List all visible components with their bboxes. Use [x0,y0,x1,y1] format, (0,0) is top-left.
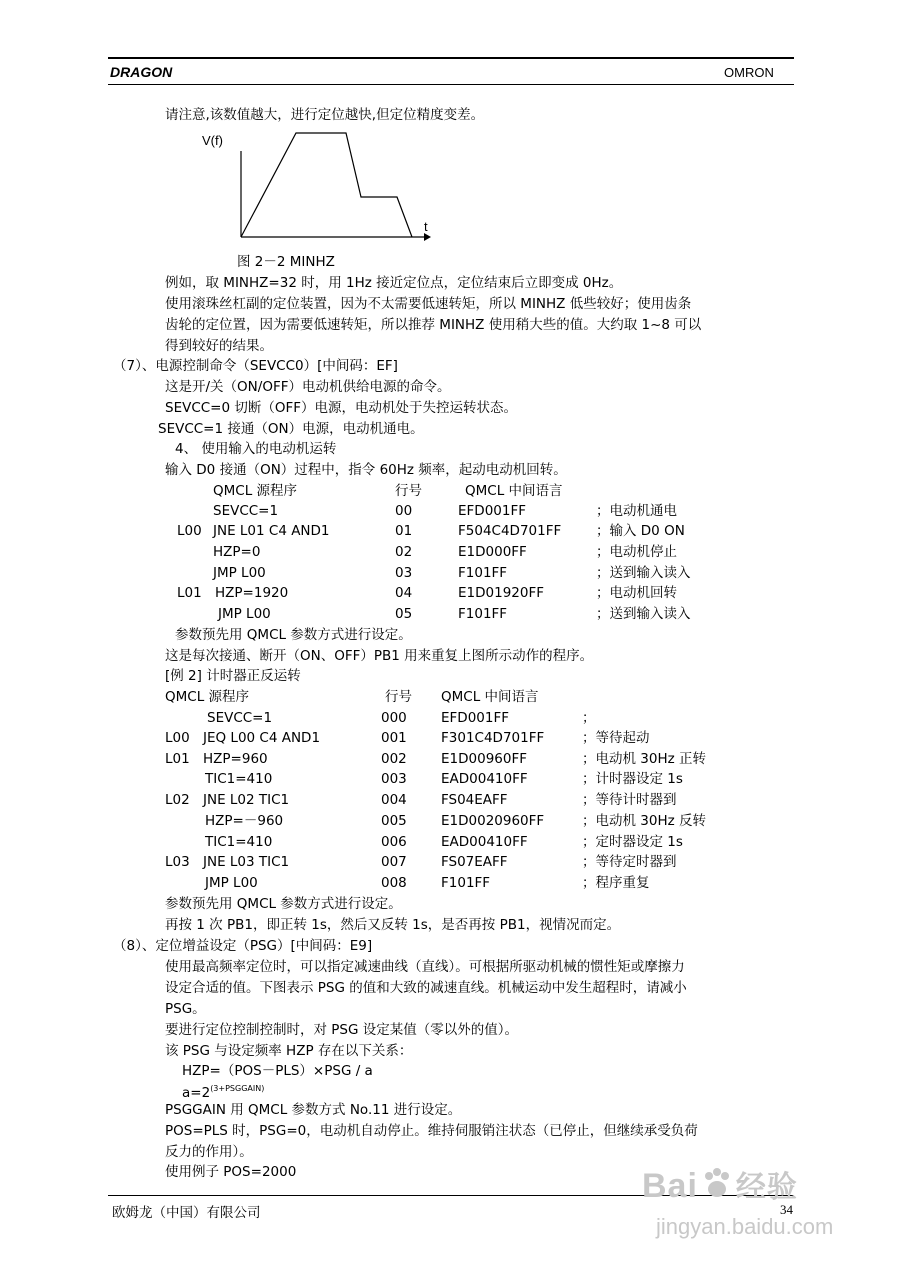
sec7-line-1: 这是开/关（ON/OFF）电动机供给电源的命令。 [165,379,451,395]
formula-a-base: a=2 [182,1085,211,1101]
page-number: 34 [780,1202,793,1217]
t1-row-2-src: HZP=0 [213,544,261,560]
para-a-4: 得到较好的结果。 [165,338,273,354]
t2-row-1-cmt: ；等待起动 [582,730,650,746]
t2-row-6-code: EAD00410FF [441,834,528,850]
t2-row-8-code: F101FF [441,875,491,891]
t2-row-2-code: E1D00960FF [441,751,527,767]
t1-header-src: QMCL 源程序 [213,483,298,499]
watermark-brand-jingyan: 经验 [735,1170,798,1205]
para-a-1: 例如，取 MINHZ=32 时，用 1Hz 接近定位点，定位结束后立即变成 0Hz。 [165,275,623,291]
t2-row-4-label: L02 [165,792,190,808]
t2-row-1-label: L00 [165,730,190,746]
t2-row-7-no: 007 [381,854,407,870]
baidu-watermark [636,1148,881,1258]
t2-row-2-label: L01 [165,751,190,767]
t1-header-no: 行号 [395,483,422,499]
t2-row-5-src: HZP=－960 [205,813,284,829]
t1-row-5-src: JMP L00 [218,606,271,622]
t1-row-5-no: 05 [395,606,413,622]
sec7-item4-desc: 输入 D0 接通（ON）过程中，指令 60Hz 频率，起动电动机回转。 [165,462,567,478]
t2-row-8-no: 008 [381,875,407,891]
formula-a-exponent: (3+PSGGAIN) [210,1084,265,1093]
t2-row-4-code: FS04EAFF [441,792,508,808]
t1-row-0-src: SEVCC=1 [213,503,279,519]
t1-row-2-code: E1D000FF [458,544,527,560]
header-left: DRAGON [110,64,173,80]
t2-row-0-src: SEVCC=1 [207,710,273,726]
t2-row-7-label: L03 [165,854,190,870]
t1-row-1-no: 01 [395,523,413,539]
t2-row-4-cmt: ；等待计时器到 [582,792,677,808]
sec8-line-9: 使用例子 POS=2000 [165,1164,297,1180]
figure-caption: 图 2－2 MINHZ [237,254,335,270]
t2-header-no: 行号 [385,689,412,705]
t2-header-src: QMCL 源程序 [165,689,250,705]
t1-row-3-cmt: ；送到输入读入 [596,565,691,581]
t1-row-4-no: 04 [395,585,413,601]
sec8-line-2: 设定合适的值。下图表示 PSG 的值和大致的减速直线。机械运动中发生超程时，请减小 [165,980,687,996]
t2-row-3-cmt: ；计时器设定 1s [582,771,683,787]
t2-row-2-cmt: ；电动机 30Hz 正转 [582,751,706,767]
sec8-line-3: PSG。 [165,1001,206,1017]
mid-line-2: 这是每次接通、断开（ON、OFF）PB1 用来重复上图所示动作的程序。 [165,648,594,664]
t1-row-2-no: 02 [395,544,413,560]
t1-row-5-cmt: ；送到输入读入 [596,606,691,622]
t2-row-5-code: E1D0020960FF [441,813,545,829]
sec8-line-1: 使用最高频率定位时，可以指定减速曲线（直线）。可根据所驱动机械的惯性矩或摩擦力 [165,959,685,975]
sec8-line-8: 反力的作用）。 [165,1144,253,1160]
example-2-title: [例 2] 计时器正反运转 [165,668,301,684]
figure-xlabel: t [424,219,428,234]
figure-x-arrow [424,233,431,241]
t1-row-0-no: 00 [395,503,413,519]
t2-row-2-no: 002 [381,751,407,767]
t2-row-6-src: TIC1=410 [205,834,273,850]
t2-row-3-code: EAD00410FF [441,771,528,787]
t2-row-8-src: JMP L00 [205,875,258,891]
t1-row-5-code: F101FF [458,606,508,622]
t1-row-0-cmt: ；电动机通电 [596,503,677,519]
t1-row-3-code: F101FF [458,565,508,581]
t2-header-code: QMCL 中间语言 [441,689,539,705]
t1-header-code: QMCL 中间语言 [465,483,563,499]
t1-row-1-cmt: ；输入 D0 ON [596,523,685,539]
header-rule [108,57,794,59]
paw-icon [700,1167,734,1201]
sec7-item4: 4、 使用输入的电动机运转 [175,441,337,457]
figure-ylabel: V(f) [202,133,223,148]
sec8-title: （8）、定位增益设定（PSG）[中间码：E9] [113,938,373,954]
t2-row-7-src: JNE L03 TIC1 [203,854,290,870]
t2-row-7-cmt: ；等待定时器到 [582,854,677,870]
t1-row-1-label: L00 [177,523,202,539]
t2-row-4-no: 004 [381,792,407,808]
after-t2-line-1: 参数预先用 QMCL 参数方式进行设定。 [165,896,402,912]
header-right: OMRON [724,65,774,80]
t2-row-7-code: FS07EAFF [441,854,508,870]
t1-row-3-src: JMP L00 [213,565,266,581]
header-rule-bottom [108,84,794,85]
t1-row-4-label: L01 [177,585,202,601]
intro-text: 请注意,该数值越大，进行定位越快,但定位精度变差。 [165,107,485,123]
t1-row-3-no: 03 [395,565,413,581]
t1-row-4-src: HZP=1920 [215,585,289,601]
t2-row-6-no: 006 [381,834,407,850]
para-a-3: 齿轮的定位置，因为需要低速转矩，所以推荐 MINHZ 使用稍大些的值。大约取 1~8 可以 [165,317,702,333]
t1-row-2-cmt: ；电动机停止 [596,544,677,560]
sec8-line-5: 该 PSG 与设定频率 HZP 存在以下关系： [165,1043,413,1059]
t2-row-3-src: TIC1=410 [205,771,273,787]
footer-company: 欧姆龙（中国）有限公司 [112,1205,261,1221]
sec7-line-3: SEVCC=1 接通（ON）电源，电动机通电。 [158,421,424,437]
formula-a [182,1080,264,1102]
t2-row-4-src: JNE L02 TIC1 [203,792,290,808]
t2-row-3-no: 003 [381,771,407,787]
sec8-line-7: POS=PLS 时，PSG=0，电动机自动停止。维持伺服销注状态（已停止，但继续承受负荷 [165,1123,698,1139]
watermark-url: jingyan.baidu.com [656,1214,834,1239]
t1-row-1-code: F504C4D701FF [458,523,562,539]
t1-row-0-code: EFD001FF [458,503,526,519]
t2-row-8-cmt: ；程序重复 [582,875,650,891]
t2-row-2-src: HZP=960 [203,751,268,767]
t2-row-1-src: JEQ L00 C4 AND1 [203,730,321,746]
t2-row-5-no: 005 [381,813,407,829]
t1-row-4-code: E1D01920FF [458,585,544,601]
watermark-brand-bai: Bai [642,1167,698,1205]
para-a-2: 使用滚珠丝杠副的定位装置，因为不太需要低速转矩，所以 MINHZ 低些较好；使用齿条 [165,296,692,312]
sec7-line-2: SEVCC=0 切断（OFF）电源，电动机处于失控运转状态。 [165,400,518,416]
t2-row-0-cmt: ； [582,710,596,726]
t2-row-5-cmt: ；电动机 30Hz 反转 [582,813,706,829]
figure-velocity-curve [241,133,412,237]
t1-row-1-src: JNE L01 C4 AND1 [213,523,330,539]
formula-hzp: HZP=（POS－PLS）×PSG / a [182,1063,373,1079]
t2-row-0-no: 000 [381,710,407,726]
watermark-brand [642,1162,798,1206]
after-t2-line-2: 再按 1 次 PB1，即正转 1s，然后又反转 1s，是否再按 PB1，视情况而定。 [165,917,621,933]
t2-row-1-code: F301C4D701FF [441,730,545,746]
t2-row-0-code: EFD001FF [441,710,509,726]
sec8-line-6: PSGGAIN 用 QMCL 参数方式 No.11 进行设定。 [165,1102,462,1118]
t2-row-6-cmt: ；定时器设定 1s [582,834,683,850]
mid-line-1: 参数预先用 QMCL 参数方式进行设定。 [175,627,412,643]
sec7-title: （7）、电源控制命令（SEVCC0）[中间码：EF] [113,358,398,374]
t2-row-1-no: 001 [381,730,407,746]
sec8-line-4: 要进行定位控制控制时，对 PSG 设定某值（零以外的值）。 [165,1022,519,1038]
t1-row-4-cmt: ；电动机回转 [596,585,677,601]
